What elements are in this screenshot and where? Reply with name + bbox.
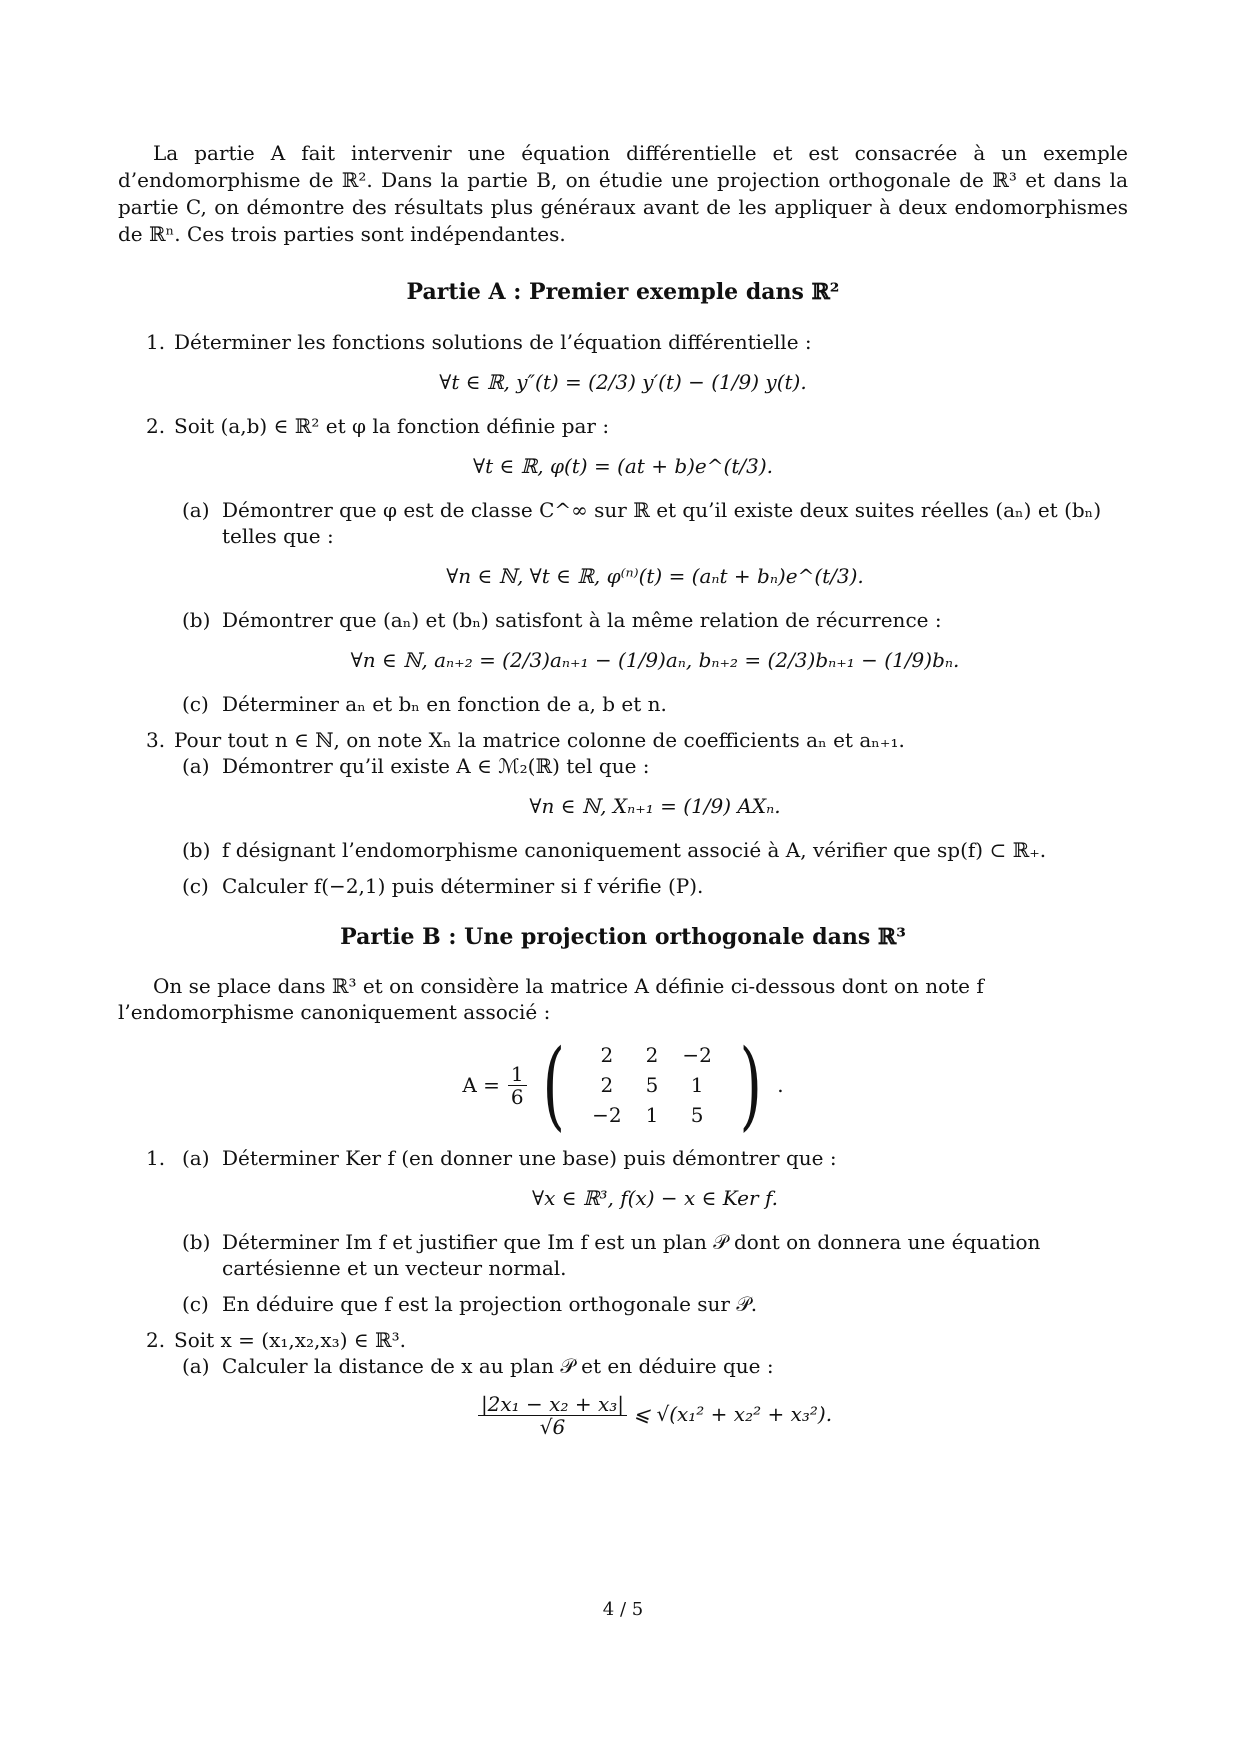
fraction-numerator: 1 — [508, 1063, 527, 1086]
right-paren: ) — [739, 1029, 762, 1142]
inequality-fraction — [478, 1393, 627, 1438]
matrix-row — [580, 1040, 724, 1070]
subquestion-text: Démontrer qu’il existe A ∈ ℳ₂(ℝ) tel que : — [222, 753, 650, 778]
question-number: 1. — [146, 1146, 166, 1171]
matrix-cell: 1 — [690, 1073, 704, 1098]
subquestion-b1a — [182, 1145, 1128, 1211]
matrix-fraction — [508, 1063, 527, 1108]
matrix-row — [580, 1100, 724, 1130]
subquestion-text: Déterminer Ker f (en donner une base) puis démontrer que : — [222, 1146, 837, 1171]
subquestion-text: Démontrer que (aₙ) et (bₙ) satisfont à la même relation de récurrence : — [222, 607, 942, 632]
subquestion-label: (b) — [182, 1230, 211, 1255]
question-number: 2. — [146, 413, 166, 438]
inequality — [182, 1393, 1128, 1438]
equation: ∀t ∈ ℝ, y″(t) = (2/3) y′(t) − (1/9) y(t). — [439, 369, 807, 394]
matrix-prefix: A = — [462, 1073, 500, 1098]
subquestion-text: Démontrer que φ est de classe C^∞ sur ℝ et qu’il existe deux suites réelles (aₙ) et (bₙ) telles que : — [222, 497, 1102, 548]
subquestion-b2a — [182, 1353, 1128, 1438]
equation: ∀x ∈ ℝ³, f(x) − x ∈ Ker f. — [532, 1186, 778, 1211]
question-a2 — [118, 413, 1128, 717]
subquestion-a2c — [182, 691, 1128, 717]
question-a1 — [118, 329, 1128, 395]
subquestion-a2b — [182, 607, 1128, 673]
subquestion-b1b — [182, 1229, 1128, 1281]
subquestion-label: (a) — [182, 1354, 210, 1379]
subquestion-text: f désignant l’endomorphisme canoniquement associé à A, vérifier que sp(f) ⊂ ℝ₊. — [222, 837, 1047, 862]
inequality-rhs: ⩽ √(x₁² + x₂² + x₃²). — [633, 1402, 833, 1427]
subquestion-label: (a) — [182, 497, 210, 522]
fraction-numerator: |2x₁ − x₂ + x₃| — [478, 1393, 627, 1416]
subquestion-label: (c) — [182, 1292, 209, 1317]
matrix-table — [580, 1040, 724, 1130]
fraction-denominator: √6 — [539, 1415, 566, 1440]
part-b-intro: On se place dans ℝ³ et on considère la matrice A définie ci-dessous dont on note f l’endomorphisme canoniquement associé : — [118, 974, 984, 1025]
subquestion-label: (a) — [182, 753, 210, 778]
question-number: 3. — [146, 727, 166, 752]
matrix-cell: 2 — [600, 1073, 614, 1098]
question-text: Déterminer les fonctions solutions de l’équation différentielle : — [174, 329, 812, 354]
subquestion-label: (b) — [182, 607, 211, 632]
part-a-title: Partie A : Premier exemple dans ℝ² — [406, 279, 840, 305]
matrix-cell: 5 — [690, 1103, 704, 1128]
subquestion-text: Calculer f(−2,1) puis déterminer si f vérifie (P). — [222, 873, 704, 898]
fraction-denominator: 6 — [510, 1084, 524, 1109]
subquestion-b1c — [182, 1291, 1128, 1317]
question-a3 — [118, 727, 1128, 899]
matrix-cell: 2 — [645, 1043, 659, 1068]
question-number: 2. — [146, 1328, 166, 1353]
question-text: Soit x = (x₁,x₂,x₃) ∈ ℝ³. — [174, 1328, 407, 1353]
matrix-cell: 1 — [645, 1103, 659, 1128]
question-text: Soit (a,b) ∈ ℝ² et φ la fonction définie par : — [174, 413, 610, 438]
subquestion-text: Déterminer aₙ et bₙ en fonction de a, b et n. — [222, 691, 667, 716]
subquestion-text: Calculer la distance de x au plan 𝒫 et en déduire que : — [222, 1354, 774, 1379]
subquestion-label: (a) — [182, 1146, 210, 1171]
intro-paragraph: La partie A fait intervenir une équation différentielle et est consacrée à un exemple d’endomorphisme de ℝ². Dans la partie B, on étudie une projection orthogonale de ℝ³ et dans la partie C, on démontre des résultats plus généraux avant de les appliquer à deux endomorphismes de ℝⁿ. Ces trois parties sont indépendantes. — [118, 141, 1128, 246]
question-text: Pour tout n ∈ ℕ, on note Xₙ la matrice colonne de coefficients aₙ et aₙ₊₁. — [174, 727, 905, 752]
matrix-cell: 2 — [600, 1043, 614, 1068]
question-number: 1. — [146, 329, 166, 354]
question-b1 — [118, 1145, 1128, 1317]
matrix-a — [118, 1029, 1128, 1142]
page — [118, 140, 1128, 1620]
page-number: 4 / 5 — [602, 1599, 644, 1620]
matrix-cell: −2 — [592, 1103, 622, 1128]
matrix-cell: 5 — [645, 1073, 659, 1098]
matrix-row — [580, 1070, 724, 1100]
subquestion-a2a — [182, 497, 1128, 589]
subquestion-label: (c) — [182, 691, 209, 716]
subquestion-a3a — [182, 753, 1128, 819]
matrix-cell: −2 — [682, 1043, 712, 1068]
question-b2 — [118, 1327, 1128, 1438]
subquestion-label: (b) — [182, 837, 211, 862]
subquestion-text: En déduire que f est la projection orthogonale sur 𝒫. — [222, 1292, 758, 1317]
subquestion-a3b — [182, 837, 1128, 863]
subquestion-label: (c) — [182, 873, 209, 898]
equation: ∀t ∈ ℝ, φ(t) = (at + b)e^(t/3). — [473, 453, 773, 478]
part-b-title: Partie B : Une projection orthogonale dans ℝ³ — [340, 923, 906, 950]
matrix-suffix: . — [777, 1073, 784, 1098]
left-paren: ( — [542, 1029, 565, 1142]
subquestion-text: Déterminer Im f et justifier que Im f est un plan 𝒫 dont on donnera une équation cartésienne et un vecteur normal. — [222, 1230, 1041, 1281]
equation: ∀n ∈ ℕ, aₙ₊₂ = (2/3)aₙ₊₁ − (1/9)aₙ, bₙ₊₂ = (2/3)bₙ₊₁ − (1/9)bₙ. — [350, 647, 960, 672]
equation: ∀n ∈ ℕ, ∀t ∈ ℝ, φ⁽ⁿ⁾(t) = (aₙt + bₙ)e^(t/3). — [446, 563, 864, 588]
subquestion-a3c — [182, 873, 1128, 899]
equation: ∀n ∈ ℕ, Xₙ₊₁ = (1/9) AXₙ. — [529, 793, 781, 818]
